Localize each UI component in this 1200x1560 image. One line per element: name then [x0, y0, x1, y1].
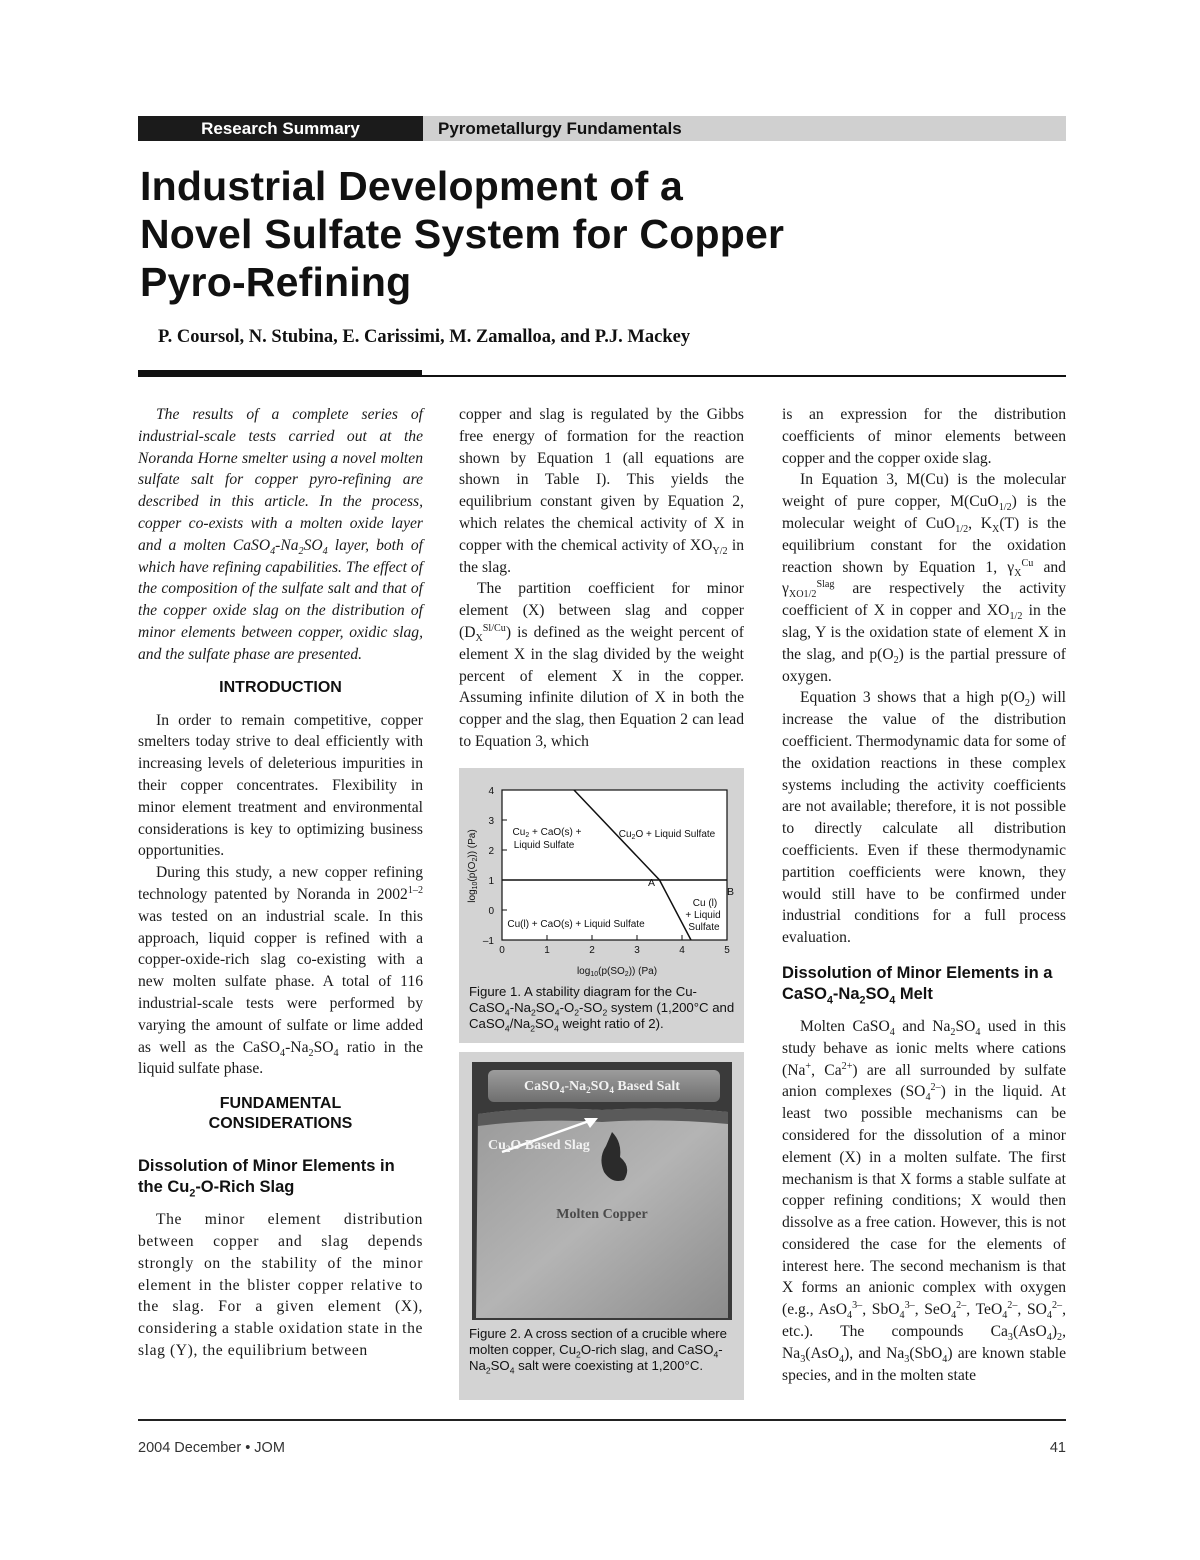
article-title	[140, 162, 1060, 306]
col2-paragraph-1: copper and slag is regulated by the Gibbs free energy of formation for the reaction shown by Equation 1 (all equations are shown in Table I). This yields the equilibrium constant given by Equation 2, which relates the chemical activity of X in copper with the chemical activity of $XO_{Y/2}$ in the slag.	[459, 406, 744, 576]
intro-paragraph-2: During this study, a new copper refining technology patented by Noranda in 2002$^{1-2}$ was tested on an industrial scale. In this approach, liquid copper is refined with a copper-oxide-rich slag co-existing with a new molten sulfate phase. A total of 116 industrial-scale tests were performed by varying the amount of sulfate or lime added as well as the $CaSO_4-Na_2SO_4$ ratio in the liquid sulfate phase.	[138, 864, 423, 1078]
title-rule-thin	[138, 375, 1066, 377]
x-tick-label: 2	[589, 945, 595, 956]
region-cu2-cao: $Cu_2 + CaO(s)$ +	[512, 827, 582, 839]
footer-journal: 2004 December • JOM	[138, 1440, 285, 1456]
column-2	[459, 404, 744, 753]
salt-label: $CaSO_4-Na_2SO_4$ Based Salt	[524, 1079, 680, 1095]
heading-dissolution-slag: Dissolution of Minor Elements in the $Cu_2-O$-Rich Slag	[138, 1157, 395, 1200]
y-tick-label: 3	[488, 816, 494, 827]
title-line-2: Novel Sulfate System for Copper	[140, 211, 785, 257]
crucible-photo	[472, 1062, 732, 1320]
x-tick-label: 5	[724, 945, 730, 956]
dissolution-paragraph: The minor element distribution between copper and slag depends strongly on the stability of the minor element in the blister copper relative to the slag. For a given element (X), considering a stable oxidation state in the slag (Y), the equilibrium between	[138, 1211, 423, 1359]
y-tick-label: 1	[488, 876, 494, 887]
figure-1-caption: Figure 1. A stability diagram for the $Cu-CaSO_4-Na_2SO_4-O_2-SO_2$ system (1,200°C and $CaSO_4/Na_2SO_4$ weight ratio of 2).	[469, 984, 735, 1034]
title-line-3: Pyro-Refining	[140, 259, 412, 305]
region-cu-liquid-1: Cu (l)	[692, 898, 718, 909]
x-tick-label: 4	[679, 945, 685, 956]
section-label: Research Summary	[138, 116, 423, 141]
crucible-photo-graphic	[472, 1062, 732, 1320]
abstract: The results of a complete series of industrial-scale tests carried out at the Noranda Horne smelter using a novel molten sulfate salt for copper pyro-refining are described in this article. In the process, copper co-exists with a molten oxide layer and a molten $CaSO_4-Na_2SO_4$ layer, both of which have refining capabilities. The effect of the composition of the sulfate salt and that of the copper oxide slag on the distribution of minor elements between copper, oxidic slag, and the sulfate phase are presented.	[138, 406, 423, 663]
heading-introduction: INTRODUCTION	[219, 678, 342, 696]
col3-paragraph-3: Equation 3 shows that a high $p(O_2)$ will increase the value of the distribution coefficient. Thermodynamic data for some of the oxidation reactions in these complex systems including the activity coefficients are not available; therefore, it is not possible to directly calculate all distribution coefficients. Even if these thermodynamic partition coefficients were known, they would still have to be confirmed under industrial conditions for a full process evaluation.	[782, 689, 1066, 947]
footer-rule	[138, 1419, 1066, 1421]
copper-label: Molten Copper	[556, 1207, 648, 1222]
column-1	[138, 404, 423, 1362]
figure-2-caption: Figure 2. A cross section of a crucible where molten copper, $Cu_2O$-rich slag, and $CaSO_4-Na_2SO_4$ salt were coexisting at 1,200°C.	[469, 1326, 728, 1376]
page-number: 41	[1049, 1440, 1066, 1456]
region-cu2o: $Cu_2O$ + Liquid Sulfate	[618, 829, 716, 841]
y-tick-label: 2	[488, 846, 494, 857]
y-tick-label: –1	[482, 936, 494, 947]
x-axis-label: $\log_{10}(p(SO_2))$ (Pa)	[576, 966, 658, 978]
y-tick-label: 0	[488, 906, 494, 917]
col3-paragraph-2: In Equation 3, M(Cu) is the molecular weight of pure copper, M(CuO$_{1/2}$) is the molecular weight of CuO$_{1/2}$, $K_X(T)$ is the equilibrium constant for the oxidation reaction shown by Equation 1, $\gamma_X^{Cu}$ and $\gamma_{XO1/2}^{Slag}$ are respectively the activity coefficient of X in copper and $XO_{1/2}$ in the slag, Y is the oxidation state of element X in the slag, and $p(O_2)$ is the partial pressure of oxygen.	[782, 471, 1066, 685]
authors: P. Coursol, N. Stubina, E. Carissimi, M. Zamalloa, and P.J. Mackey	[158, 327, 691, 347]
heading-dissolution-melt: Dissolution of Minor Elements in a $CaSO_4-Na_2SO_4$ Melt	[782, 963, 1053, 1007]
col3-paragraph-1: is an expression for the distribution coefficients of minor elements between copper and the copper oxide slag.	[782, 406, 1066, 467]
y-tick-label: 4	[488, 786, 494, 797]
title-line-1: Industrial Development of a	[140, 163, 684, 209]
region-cu-liquid-2: + Liquid	[685, 910, 721, 921]
x-tick-label: 0	[499, 945, 505, 956]
region-cu2-cao-line2: Liquid Sulfate	[513, 840, 575, 851]
region-cu-liquid-3: Sulfate	[688, 922, 720, 933]
x-tick-label: 3	[634, 945, 640, 956]
x-tick-label: 1	[544, 945, 550, 956]
point-b-label: B	[727, 886, 735, 898]
slag-label: $Cu_2O$ Based Slag	[488, 1138, 590, 1154]
column-3	[782, 404, 1066, 1386]
stability-diagram	[459, 768, 744, 978]
intro-paragraph-1: In order to remain competitive, copper smelters today strive to deal efficiently with increasing levels of deleterious impurities in their copper concentrates. Flexibility in minor element treatment and environmental considerations is key to optimizing business opportunities.	[138, 711, 423, 860]
col3-paragraph-4: Molten CaSO$_4$ and $Na_2SO_4$ used in this study behave as ionic melts where cations (Na+, $Ca^{2+}$) are all surrounded by sulfate anion complexes $(SO_4^{2-})$ in the liquid. At least two possible mechanisms can be considered for the dissolution of a minor element (X) in a molten sulfate. The first mechanism is that X forms a stable sulfate at copper refining conditions; X would then dissolve as a free cation. However, this is not considered the case for the elements of interest here. The second mechanism is that X forms an anionic complex with oxygen (e.g., AsO$_4^{3-}$, SbO$_4^{3-}$, SeO$_4^{2-}$, TeO$_4^{2-}$, $SO_4^{2-}$, etc.). The compounds $Ca_3(AsO_4)_2$, $Na_3(AsO_4)$, and $Na_3(SbO_4)$ are known stable species, and in the molten state	[782, 1017, 1067, 1384]
heading-fundamental-considerations: FUNDAMENTAL CONSIDERATIONS	[208, 1095, 353, 1133]
col2-paragraph-2: The partition coefficient for minor element (X) between slag and copper $(D_X^{Sl/Cu})$ is defined as the weight percent of element X in the slag divided by the weight percent of element X in the copper. Assuming infinite dilution of X in both the copper and the slag, then Equation 2 can lead to Equation 3, which	[459, 580, 744, 750]
topic-label: Pyrometallurgy Fundamentals	[423, 116, 1066, 141]
point-a-label: A	[648, 877, 656, 889]
y-axis-label: $\log_{10}(p(O_2))$ (Pa)	[467, 829, 479, 903]
region-cu-cao: Cu(l) + CaO(s) + Liquid Sulfate	[507, 919, 645, 930]
figure-1	[459, 768, 744, 1043]
